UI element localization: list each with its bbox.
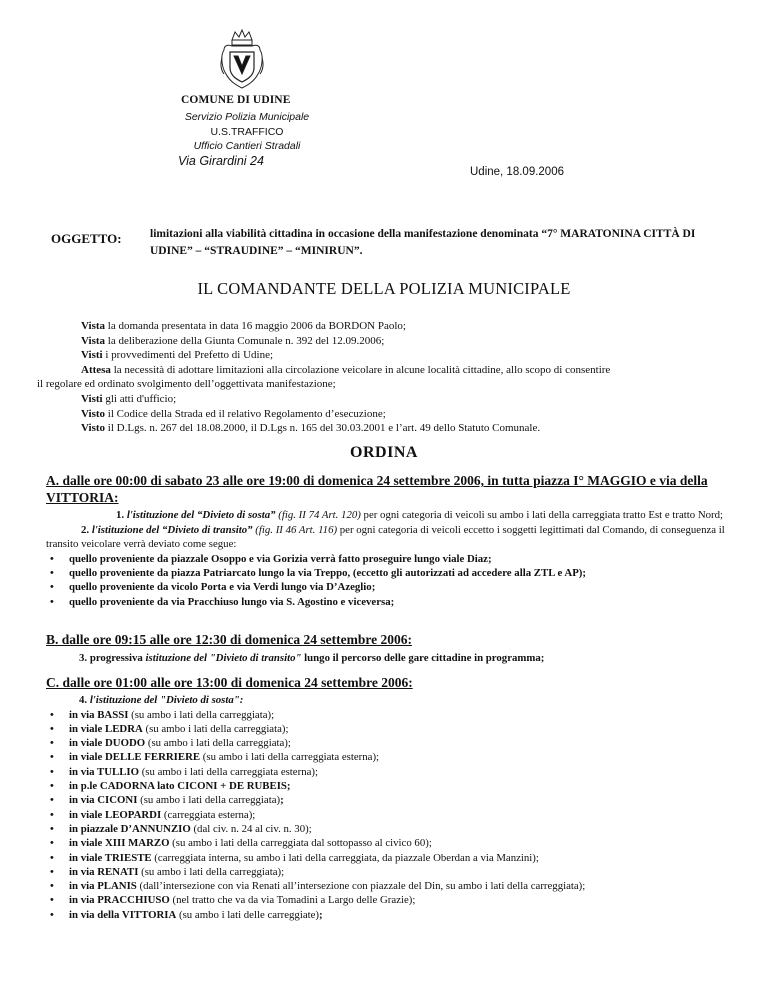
list-item: • in via TULLIO (su ambo i lati della carreggiata esterna); — [46, 765, 742, 779]
item-3: 3. progressiva istituzione del "Divieto di transito" lungo il percorso delle gare cittadine in programma; — [79, 652, 545, 664]
list-item: • in via BASSI (su ambo i lati della carreggiata); — [46, 708, 742, 722]
office-block — [172, 110, 322, 168]
section-c-body — [46, 693, 742, 922]
list-item: • quello proveniente da via Pracchiuso lungo via S. Agostino e viceversa; — [46, 595, 742, 609]
list-item: • in via CICONI (su ambo i lati della carreggiata); — [46, 793, 742, 807]
list-item: • in via della VITTORIA (su ambo i lati delle carreggiate); — [46, 908, 742, 922]
city-name: COMUNE DI UDINE — [181, 94, 291, 106]
list-item: • in via PLANIS (dall’intersezione con via Renati all’intersezione con piazzale del Din, su ambo i lati della carreggiata); — [46, 879, 742, 893]
list-item: • in via PRACCHIUSO (nel tratto che va da via Tomadini a Largo delle Grazie); — [46, 893, 742, 907]
list-item: • in viale LEDRA (su ambo i lati della carreggiata); — [46, 722, 742, 736]
office-address: Via Girardini 24 — [178, 153, 264, 168]
section-b-body — [46, 651, 742, 666]
office-line: Ufficio Cantieri Stradali — [193, 140, 301, 152]
municipal-crest-icon — [218, 28, 266, 90]
section-a-title: A. dalle ore 00:00 di sabato 23 alle ore 19:00 di domenica 24 settembre 2006, in tutta piazza I° MAGGIO e via della VITTORIA: — [46, 473, 708, 505]
subject-label: OGGETTO: — [51, 231, 122, 246]
list-item: • quello proveniente da piazza Patriarcato lungo la via Treppo, (eccetto gli autorizzati ad accedere alla ZTL e AP); — [46, 566, 742, 580]
commander-title: IL COMANDANTE DELLA POLIZIA MUNICIPALE — [197, 279, 571, 298]
list-item: • in viale TRIESTE (carreggiata interna, su ambo i lati della carreggiata, da piazzale Oberdan a via Manzini); — [46, 851, 742, 865]
list-item: • in p.le CADORNA lato CICONI + DE RUBEIS; — [46, 779, 742, 793]
preamble-line: Vista la deliberazione della Giunta Comunale n. 392 del 12.09.2006; — [81, 334, 385, 347]
document-date: Udine, 18.09.2006 — [470, 166, 564, 178]
section-c-title: C. dalle ore 01:00 alle ore 13:00 di domenica 24 settembre 2006: — [46, 675, 413, 690]
preamble-line: Visto il D.Lgs. n. 267 del 18.08.2000, il D.Lgs n. 165 del 30.03.2001 e l’art. 49 dello Statuto Comunale. — [81, 422, 541, 435]
ordina-heading: ORDINA — [350, 444, 418, 461]
list-item: • quello proveniente da vicolo Porta e via Verdi lungo via D’Azeglio; — [46, 580, 742, 594]
office-line: Servizio Polizia Municipale — [184, 111, 310, 123]
preamble — [37, 319, 746, 436]
list-item: • in piazzale D’ANNUNZIO (dal civ. n. 24 al civ. n. 30); — [46, 822, 742, 836]
preamble-line: Visti gli atti d'ufficio; — [81, 392, 177, 405]
section-b-title: B. dalle ore 09:15 alle ore 12:30 di domenica 24 settembre 2006: — [46, 632, 412, 647]
preamble-line: Vista la domanda presentata in data 16 maggio 2006 da BORDON Paolo; — [81, 320, 406, 332]
list-item: • in viale DUODO (su ambo i lati della carreggiata); — [46, 736, 742, 750]
no-parking-list — [46, 708, 742, 922]
item-1: 1. l'istituzione del “Divieto di sosta” (fig. II 74 Art. 120) per ogni categoria di veicoli su ambo i lati della carreggiata tratto Est e tratto Nord; — [116, 509, 724, 521]
list-item: • in via RENATI (su ambo i lati della carreggiata); — [46, 865, 742, 879]
preamble-line: il regolare ed ordinato svolgimento dell’oggettivata manifestazione; — [37, 378, 336, 391]
list-item: • quello proveniente da piazzale Osoppo e via Gorizia verrà fatto proseguire lungo viale Diaz; — [46, 552, 742, 566]
preamble-line: Attesa la necessità di adottare limitazioni alla circolazione veicolare in alcune località cittadine, allo scopo di consentire — [81, 363, 611, 376]
item-4: 4. l'istituzione del "Divieto di sosta": — [79, 694, 244, 706]
list-item: • in viale LEOPARDI (carreggiata esterna); — [46, 808, 742, 822]
list-item: • in viale DELLE FERRIERE (su ambo i lati della carreggiata esterna); — [46, 750, 742, 764]
preamble-line: Visto il Codice della Strada ed il relativo Regolamento d’esecuzione; — [81, 407, 386, 420]
item-2: 2. l'istituzione del “Divieto di transito” (fig. II 46 Art. 116) per ogni categoria di veicoli eccetto i soggetti legittimati dal Comando, di conseguenza il transito veicolare verrà deviato come segue: — [46, 523, 725, 551]
office-line: U.S.TRAFFICO — [210, 125, 284, 138]
subject-text: limitazioni alla viabilità cittadina in occasione della manifestazione denominata “7° MARATONINA CITTÀ DI UDINE” – “STRAUDINE” – “MINIRUN”. — [150, 228, 696, 257]
deviation-list — [46, 552, 742, 609]
preamble-line: Visti i provvedimenti del Prefetto di Udine; — [81, 349, 274, 362]
list-item: • in viale XIII MARZO (su ambo i lati della carreggiata dal sottopasso al civico 60); — [46, 836, 742, 850]
section-a-body — [46, 508, 742, 609]
